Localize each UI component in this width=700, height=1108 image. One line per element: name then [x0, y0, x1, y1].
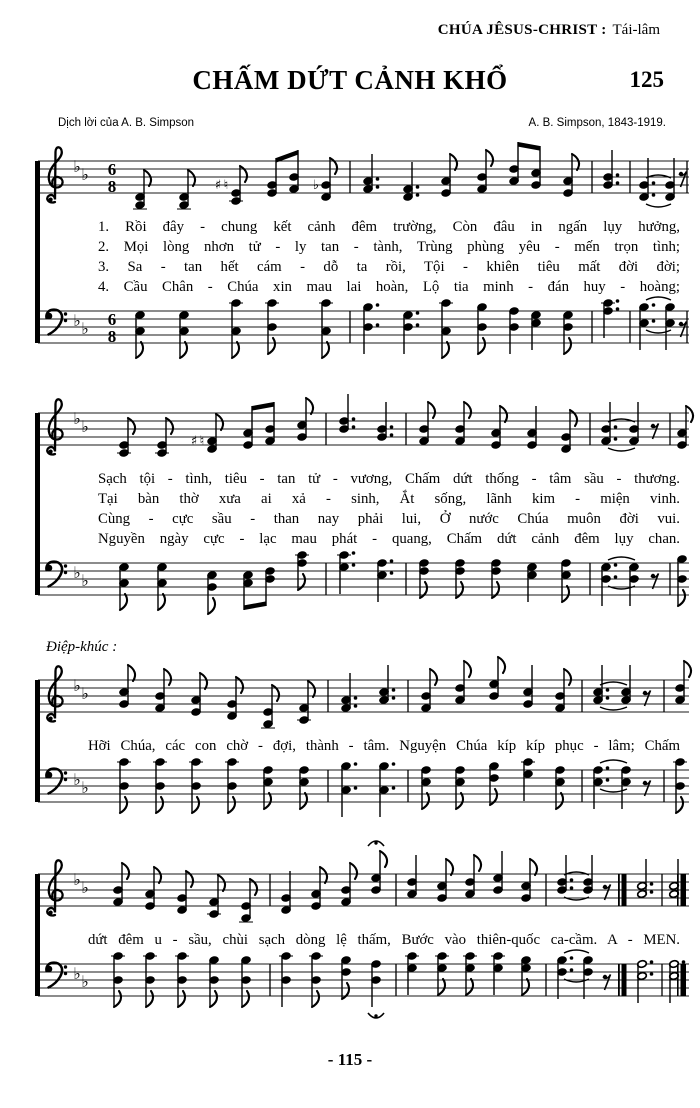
- svg-text:8: 8: [107, 177, 117, 196]
- section-title: CHÚA JÊSUS-CHRIST :: [437, 22, 607, 38]
- svg-text:♯: ♯: [214, 178, 222, 193]
- svg-text:♭: ♭: [73, 311, 81, 330]
- svg-text:♮: ♮: [199, 434, 205, 449]
- verse-line-6: Tại bàn thờ xưa ai xả - sinh, Ắt sống, lãnh kim - miện vinh.: [98, 491, 680, 507]
- svg-text:♭: ♭: [312, 178, 320, 193]
- svg-text:♭: ♭: [73, 676, 81, 695]
- hymn-number: 125: [629, 67, 664, 92]
- verse-line-8: Nguyền ngày cực - lạc mau phát - quang, Chấm dứt cảnh đêm lụy chan.: [98, 531, 680, 547]
- verse-line-3: 3. Sa - tan hết cám - dỗ ta rồi, Tội - khiên tiêu mất đời đời;: [98, 259, 680, 275]
- svg-text:♭: ♭: [81, 684, 89, 703]
- svg-text:♭: ♭: [73, 563, 81, 582]
- verse-line-5: Sạch tội - tình, tiêu - tan tử - vương, Chấm dứt thống - tâm sầu - thương.: [98, 471, 680, 487]
- title-row: [0, 65, 700, 99]
- svg-text:♭: ♭: [73, 964, 81, 983]
- svg-text:♯: ♯: [190, 434, 198, 449]
- credits-row: [58, 117, 666, 129]
- svg-text:♭: ♭: [81, 972, 89, 991]
- svg-text:♮: ♮: [223, 178, 229, 193]
- svg-text:♭: ♭: [81, 778, 89, 797]
- system-1-treble-staff: [32, 139, 690, 215]
- translator-credit: Dịch lời của A. B. Simpson: [58, 117, 195, 129]
- system-brace: [35, 413, 40, 595]
- section-subtitle: Tái-lâm: [612, 22, 660, 38]
- verse-line-2: 2. Mọi lòng nhơn tử - ly tan - tành, Trùng phùng yêu - mến trọn tình;: [98, 239, 680, 255]
- system-brace: [35, 680, 40, 802]
- system-brace: [35, 161, 40, 343]
- music-system-2: [32, 391, 690, 627]
- page-number: - 115 -: [327, 1050, 373, 1069]
- svg-text:♭: ♭: [81, 319, 89, 338]
- system-2-bass-staff: [32, 551, 690, 627]
- svg-text:♭: ♭: [73, 157, 81, 176]
- system-3-bass-staff: [32, 758, 690, 834]
- verse-lyrics-part2: [98, 469, 680, 549]
- section-header: [0, 0, 700, 39]
- chorus-label: Điệp-khúc :: [46, 639, 118, 655]
- system-4-bass-staff: [32, 952, 690, 1028]
- svg-text:8: 8: [107, 327, 117, 346]
- svg-text:6: 6: [107, 160, 117, 179]
- svg-text:♭: ♭: [73, 770, 81, 789]
- svg-text:♭: ♭: [81, 165, 89, 184]
- svg-text:♭: ♭: [73, 409, 81, 428]
- composer-credit: A. B. Simpson, 1843-1919.: [528, 117, 666, 129]
- system-2-treble-staff: [32, 391, 690, 467]
- system-4-treble-staff: [32, 852, 690, 928]
- svg-text:♭: ♭: [81, 878, 89, 897]
- verse-line-1: 1. Rồi đây - chung kết cảnh đêm trường, Còn đâu in ngấn lụy hưởng,: [98, 219, 680, 235]
- chorus-line-1: Hỡi Chúa, các con chờ - đợi, thành - tâm. Nguyện Chúa kíp kíp phục - lâm; Chấm: [88, 738, 680, 754]
- music-system-1: [32, 139, 690, 375]
- verse-line-7: Cùng - cực sầu - than nay phải lui, Ở nước Chúa muôn đời vui.: [98, 511, 680, 527]
- system-1-bass-staff: [32, 299, 690, 375]
- svg-text:♭: ♭: [73, 870, 81, 889]
- svg-text:♭: ♭: [81, 417, 89, 436]
- system-3-treble-staff: [32, 658, 690, 734]
- music-system-4: [32, 852, 690, 1028]
- verse-line-4: 4. Cầu Chân - Chúa xin mau lai hoàn, Lộ tia minh - đán huy - hoàng;: [98, 279, 680, 295]
- chorus-line-2: dứt đêm u - sầu, chùi sạch dòng lệ thấm, Bước vào thiên-quốc ca-cầm. A - MEN.: [88, 932, 680, 948]
- verse-lyrics-part1: [98, 217, 680, 297]
- svg-text:♭: ♭: [81, 571, 89, 590]
- music-system-3: [32, 658, 690, 834]
- svg-text:6: 6: [107, 310, 117, 329]
- hymn-title: CHẤM DỨT CẢNH KHỔ: [192, 65, 508, 95]
- system-brace: [35, 874, 40, 996]
